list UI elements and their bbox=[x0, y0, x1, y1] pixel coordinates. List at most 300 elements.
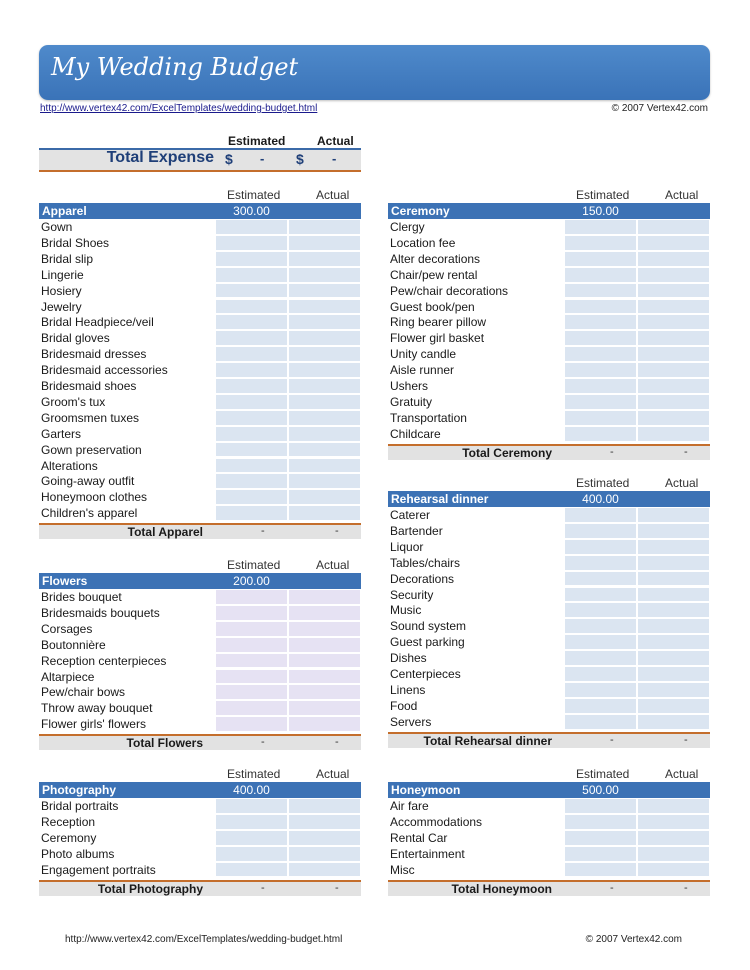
table-row bbox=[388, 235, 710, 251]
estimated-cell[interactable] bbox=[564, 618, 637, 634]
actual-cell[interactable] bbox=[637, 523, 710, 539]
section-total-label: Total Apparel bbox=[127, 525, 203, 540]
actual-cell[interactable] bbox=[288, 621, 361, 637]
table-row bbox=[388, 267, 710, 283]
estimated-cell[interactable] bbox=[215, 330, 288, 346]
table-row bbox=[39, 346, 361, 362]
estimated-cell[interactable] bbox=[564, 410, 637, 426]
actual-cell[interactable] bbox=[637, 507, 710, 523]
item-label: Groomsmen tuxes bbox=[41, 410, 140, 425]
actual-cell[interactable] bbox=[637, 798, 710, 814]
actual-cell[interactable] bbox=[288, 846, 361, 862]
estimated-header: Estimated bbox=[576, 767, 630, 781]
estimated-cell[interactable] bbox=[215, 410, 288, 426]
item-label: Flower girls' flowers bbox=[41, 717, 146, 732]
footer-url[interactable]: http://www.vertex42.com/ExcelTemplates/wedding-budget.html bbox=[65, 934, 343, 945]
estimated-cell[interactable] bbox=[564, 523, 637, 539]
estimated-cell[interactable] bbox=[215, 251, 288, 267]
actual-cell[interactable] bbox=[288, 394, 361, 410]
actual-cell[interactable] bbox=[288, 235, 361, 251]
item-label: Tables/chairs bbox=[390, 555, 461, 570]
actual-cell[interactable] bbox=[637, 698, 710, 714]
estimated-cell[interactable] bbox=[564, 394, 637, 410]
table-row bbox=[39, 378, 361, 394]
actual-cell[interactable] bbox=[288, 458, 361, 474]
table-row bbox=[388, 846, 710, 862]
estimated-cell[interactable] bbox=[564, 830, 637, 846]
table-row bbox=[39, 621, 361, 637]
estimated-cell[interactable] bbox=[215, 473, 288, 489]
estimated-cell[interactable] bbox=[564, 378, 637, 394]
section-header bbox=[39, 203, 361, 219]
table-row bbox=[39, 653, 361, 669]
estimated-cell[interactable] bbox=[564, 634, 637, 650]
table-row bbox=[39, 489, 361, 505]
table-row bbox=[39, 458, 361, 474]
item-label: Bartender bbox=[390, 523, 443, 538]
estimated-cell[interactable] bbox=[564, 362, 637, 378]
estimated-cell[interactable] bbox=[564, 798, 637, 814]
item-label: Servers bbox=[390, 714, 432, 729]
estimated-cell[interactable] bbox=[564, 507, 637, 523]
table-row bbox=[39, 589, 361, 605]
estimated-cell[interactable] bbox=[564, 846, 637, 862]
estimated-cell[interactable] bbox=[564, 602, 637, 618]
actual-cell[interactable] bbox=[288, 700, 361, 716]
item-label: Unity candle bbox=[390, 347, 457, 362]
section-total-label: Total Honeymoon bbox=[451, 881, 552, 896]
item-label: Reception bbox=[41, 814, 96, 829]
estimated-cell[interactable] bbox=[564, 251, 637, 267]
actual-cell[interactable] bbox=[637, 330, 710, 346]
table-row bbox=[388, 602, 710, 618]
table-row bbox=[388, 682, 710, 698]
estimated-cell[interactable] bbox=[215, 458, 288, 474]
actual-cell[interactable] bbox=[288, 299, 361, 315]
actual-cell[interactable] bbox=[637, 314, 710, 330]
table-row bbox=[388, 426, 710, 442]
estimated-cell[interactable] bbox=[215, 394, 288, 410]
section-title: Apparel bbox=[42, 204, 87, 218]
estimated-cell[interactable] bbox=[564, 283, 637, 299]
section-budget-amount[interactable]: 150.00 bbox=[582, 204, 619, 218]
estimated-cell[interactable] bbox=[215, 716, 288, 732]
table-row bbox=[39, 473, 361, 489]
estimated-cell[interactable] bbox=[215, 605, 288, 621]
actual-cell[interactable] bbox=[637, 394, 710, 410]
table-row bbox=[39, 362, 361, 378]
estimated-cell[interactable] bbox=[564, 555, 637, 571]
actual-cell[interactable] bbox=[288, 505, 361, 521]
item-label: Linens bbox=[390, 682, 426, 697]
estimated-cell[interactable] bbox=[564, 814, 637, 830]
table-row bbox=[39, 267, 361, 283]
estimated-header: Estimated bbox=[227, 558, 281, 572]
item-label: Rental Car bbox=[390, 830, 448, 845]
table-row bbox=[388, 330, 710, 346]
estimated-cell[interactable] bbox=[564, 587, 637, 603]
estimated-cell[interactable] bbox=[215, 637, 288, 653]
actual-cell[interactable] bbox=[637, 634, 710, 650]
total-actual-currency: $ bbox=[296, 151, 304, 167]
actual-cell[interactable] bbox=[288, 410, 361, 426]
estimated-cell[interactable] bbox=[564, 219, 637, 235]
item-label: Children's apparel bbox=[41, 506, 138, 521]
actual-cell[interactable] bbox=[288, 830, 361, 846]
estimated-cell[interactable] bbox=[215, 653, 288, 669]
item-label: Misc bbox=[390, 862, 415, 877]
table-row bbox=[39, 716, 361, 732]
item-label: Jewelry bbox=[41, 299, 82, 314]
actual-cell[interactable] bbox=[288, 251, 361, 267]
estimated-cell[interactable] bbox=[564, 267, 637, 283]
estimated-cell[interactable] bbox=[564, 314, 637, 330]
section-total-estimated: - bbox=[261, 881, 265, 894]
section-total-row bbox=[39, 880, 361, 896]
actual-cell[interactable] bbox=[288, 653, 361, 669]
table-row bbox=[39, 283, 361, 299]
estimated-cell[interactable] bbox=[215, 314, 288, 330]
actual-cell[interactable] bbox=[637, 846, 710, 862]
section-total-actual: - bbox=[335, 881, 339, 894]
table-row bbox=[39, 700, 361, 716]
item-label: Gown bbox=[41, 220, 73, 234]
actual-cell[interactable] bbox=[288, 283, 361, 299]
item-label: Guest book/pen bbox=[390, 299, 475, 314]
section-budget-amount[interactable]: 400.00 bbox=[233, 783, 270, 797]
column-headers bbox=[388, 767, 710, 781]
item-label: Bridesmaid accessories bbox=[41, 363, 168, 378]
total-estimated-value[interactable]: - bbox=[260, 151, 265, 166]
column-headers bbox=[39, 767, 361, 781]
table-row bbox=[39, 330, 361, 346]
estimated-cell[interactable] bbox=[215, 426, 288, 442]
total-actual-value[interactable]: - bbox=[332, 151, 337, 166]
table-row bbox=[388, 830, 710, 846]
actual-cell[interactable] bbox=[288, 314, 361, 330]
estimated-header: Estimated bbox=[576, 476, 630, 490]
section-total-row bbox=[39, 523, 361, 539]
table-row bbox=[388, 587, 710, 603]
table-row bbox=[388, 571, 710, 587]
item-label: Location fee bbox=[390, 235, 456, 250]
section-total-estimated: - bbox=[261, 525, 265, 538]
item-label: Going-away outfit bbox=[41, 474, 135, 489]
section-total-label: Total Ceremony bbox=[462, 445, 552, 460]
table-row bbox=[39, 862, 361, 878]
estimated-cell[interactable] bbox=[215, 505, 288, 521]
actual-cell[interactable] bbox=[288, 267, 361, 283]
actual-cell[interactable] bbox=[288, 330, 361, 346]
item-label: Photo albums bbox=[41, 846, 115, 861]
actual-cell[interactable] bbox=[288, 684, 361, 700]
actual-header: Actual bbox=[316, 767, 350, 781]
actual-cell[interactable] bbox=[288, 814, 361, 830]
item-label: Alterations bbox=[41, 458, 98, 473]
actual-cell[interactable] bbox=[637, 219, 710, 235]
header-url-link[interactable]: http://www.vertex42.com/ExcelTemplates/wedding-budget.html bbox=[40, 103, 318, 114]
actual-cell[interactable] bbox=[637, 378, 710, 394]
estimated-cell[interactable] bbox=[564, 714, 637, 730]
actual-cell[interactable] bbox=[288, 589, 361, 605]
actual-cell[interactable] bbox=[288, 378, 361, 394]
estimated-cell[interactable] bbox=[564, 666, 637, 682]
item-label: Decorations bbox=[390, 571, 455, 586]
actual-cell[interactable] bbox=[288, 669, 361, 685]
estimated-cell[interactable] bbox=[215, 283, 288, 299]
table-row bbox=[388, 539, 710, 555]
actual-cell[interactable] bbox=[288, 219, 361, 235]
item-label: Corsages bbox=[41, 621, 93, 636]
table-row bbox=[39, 314, 361, 330]
item-label: Bridal Shoes bbox=[41, 235, 110, 250]
table-row bbox=[388, 346, 710, 362]
table-row bbox=[388, 378, 710, 394]
estimated-cell[interactable] bbox=[215, 589, 288, 605]
estimated-cell[interactable] bbox=[215, 621, 288, 637]
estimated-cell[interactable] bbox=[564, 571, 637, 587]
item-label: Bridal portraits bbox=[41, 799, 119, 813]
page-title: My Wedding Budget bbox=[51, 53, 299, 81]
actual-cell[interactable] bbox=[288, 489, 361, 505]
estimated-cell[interactable] bbox=[564, 682, 637, 698]
table-row bbox=[39, 669, 361, 685]
estimated-header: Estimated bbox=[576, 188, 630, 202]
actual-cell[interactable] bbox=[637, 571, 710, 587]
estimated-cell[interactable] bbox=[215, 219, 288, 235]
estimated-cell[interactable] bbox=[564, 330, 637, 346]
item-label: Caterer bbox=[390, 508, 431, 522]
item-label: Centerpieces bbox=[390, 667, 461, 681]
item-label: Alter decorations bbox=[390, 251, 481, 266]
item-label: Food bbox=[390, 698, 418, 713]
table-row bbox=[388, 814, 710, 830]
table-row bbox=[388, 634, 710, 650]
estimated-cell[interactable] bbox=[215, 442, 288, 458]
actual-cell[interactable] bbox=[288, 605, 361, 621]
table-row bbox=[39, 684, 361, 700]
column-headers bbox=[39, 558, 361, 572]
actual-cell[interactable] bbox=[637, 682, 710, 698]
section-header bbox=[388, 782, 710, 798]
table-row bbox=[39, 235, 361, 251]
section-header bbox=[39, 573, 361, 589]
estimated-cell[interactable] bbox=[215, 684, 288, 700]
section-total-row bbox=[388, 444, 710, 460]
estimated-cell[interactable] bbox=[564, 539, 637, 555]
actual-cell[interactable] bbox=[288, 862, 361, 878]
table-row bbox=[39, 798, 361, 814]
item-label: Ushers bbox=[390, 379, 429, 393]
item-label: Bridal slip bbox=[41, 251, 94, 266]
section-title: Honeymoon bbox=[391, 783, 461, 797]
item-label: Bridal gloves bbox=[41, 331, 110, 346]
item-label: Bridal Headpiece/veil bbox=[41, 315, 154, 330]
estimated-cell[interactable] bbox=[215, 235, 288, 251]
estimated-cell[interactable] bbox=[564, 299, 637, 315]
summary-actual-header: Actual bbox=[317, 134, 354, 148]
actual-cell[interactable] bbox=[637, 666, 710, 682]
item-label: Engagement portraits bbox=[41, 862, 156, 877]
table-row bbox=[388, 251, 710, 267]
estimated-cell[interactable] bbox=[215, 862, 288, 878]
item-label: Accommodations bbox=[390, 814, 483, 829]
item-label: Garters bbox=[41, 426, 82, 441]
section-total-actual: - bbox=[335, 525, 339, 538]
item-label: Reception centerpieces bbox=[41, 653, 167, 668]
actual-cell[interactable] bbox=[637, 814, 710, 830]
item-label: Lingerie bbox=[41, 267, 84, 282]
estimated-cell[interactable] bbox=[215, 378, 288, 394]
table-row bbox=[388, 650, 710, 666]
estimated-cell[interactable] bbox=[215, 798, 288, 814]
estimated-cell[interactable] bbox=[215, 346, 288, 362]
section-total-actual: - bbox=[684, 881, 688, 894]
table-row bbox=[388, 219, 710, 235]
item-label: Entertainment bbox=[390, 846, 465, 861]
estimated-cell[interactable] bbox=[215, 669, 288, 685]
actual-cell[interactable] bbox=[288, 346, 361, 362]
table-row bbox=[388, 555, 710, 571]
actual-cell[interactable] bbox=[637, 410, 710, 426]
section-budget-amount[interactable]: 200.00 bbox=[233, 574, 270, 588]
actual-cell[interactable] bbox=[288, 637, 361, 653]
actual-cell[interactable] bbox=[288, 362, 361, 378]
item-label: Clergy bbox=[390, 220, 425, 234]
section-total-row bbox=[39, 734, 361, 750]
section-total-actual: - bbox=[335, 736, 339, 749]
actual-cell[interactable] bbox=[637, 235, 710, 251]
actual-cell[interactable] bbox=[637, 283, 710, 299]
estimated-header: Estimated bbox=[227, 767, 281, 781]
actual-cell[interactable] bbox=[288, 442, 361, 458]
actual-cell[interactable] bbox=[637, 618, 710, 634]
section-title: Ceremony bbox=[391, 204, 450, 218]
section-total-estimated: - bbox=[610, 881, 614, 894]
section-title: Photography bbox=[42, 783, 116, 797]
estimated-cell[interactable] bbox=[215, 299, 288, 315]
table-row bbox=[39, 830, 361, 846]
actual-header: Actual bbox=[316, 188, 350, 202]
table-row bbox=[388, 299, 710, 315]
section-total-estimated: - bbox=[610, 733, 614, 746]
actual-cell[interactable] bbox=[288, 426, 361, 442]
item-label: Sound system bbox=[390, 619, 467, 634]
table-row bbox=[388, 862, 710, 878]
estimated-cell[interactable] bbox=[564, 862, 637, 878]
actual-cell[interactable] bbox=[288, 473, 361, 489]
table-row bbox=[388, 394, 710, 410]
item-label: Bridesmaid dresses bbox=[41, 347, 147, 362]
item-label: Bridesmaids bouquets bbox=[41, 605, 160, 620]
actual-cell[interactable] bbox=[637, 251, 710, 267]
estimated-cell[interactable] bbox=[564, 426, 637, 442]
estimated-cell[interactable] bbox=[215, 362, 288, 378]
section-total-label: Total Rehearsal dinner bbox=[423, 733, 552, 748]
table-row bbox=[39, 605, 361, 621]
actual-cell[interactable] bbox=[637, 587, 710, 603]
summary-estimated-header: Estimated bbox=[228, 134, 286, 148]
table-row bbox=[39, 410, 361, 426]
table-row bbox=[388, 714, 710, 730]
actual-cell[interactable] bbox=[637, 714, 710, 730]
section-budget-amount[interactable]: 300.00 bbox=[233, 204, 270, 218]
table-row bbox=[39, 814, 361, 830]
section-header bbox=[388, 491, 710, 507]
item-label: Liquor bbox=[390, 539, 424, 554]
actual-cell[interactable] bbox=[637, 346, 710, 362]
item-label: Boutonnière bbox=[41, 637, 106, 652]
section-budget-amount[interactable]: 400.00 bbox=[582, 492, 619, 506]
actual-cell[interactable] bbox=[637, 862, 710, 878]
actual-cell[interactable] bbox=[637, 299, 710, 315]
table-row bbox=[39, 426, 361, 442]
estimated-cell[interactable] bbox=[215, 830, 288, 846]
actual-cell[interactable] bbox=[637, 539, 710, 555]
estimated-cell[interactable] bbox=[564, 650, 637, 666]
item-label: Throw away bouquet bbox=[41, 701, 153, 716]
section-total-actual: - bbox=[684, 733, 688, 746]
total-expense-label: Total Expense bbox=[106, 149, 214, 166]
actual-cell[interactable] bbox=[637, 362, 710, 378]
item-label: Guest parking bbox=[390, 635, 465, 650]
item-label: Hosiery bbox=[41, 283, 82, 298]
item-label: Honeymoon clothes bbox=[41, 490, 148, 505]
section-total-row bbox=[388, 732, 710, 748]
header-copyright: © 2007 Vertex42.com bbox=[611, 103, 708, 114]
item-label: Chair/pew rental bbox=[390, 267, 478, 282]
estimated-cell[interactable] bbox=[215, 814, 288, 830]
section-total-label: Total Flowers bbox=[126, 736, 203, 751]
actual-cell[interactable] bbox=[288, 798, 361, 814]
section-title: Rehearsal dinner bbox=[391, 492, 489, 506]
table-row bbox=[388, 362, 710, 378]
estimated-cell[interactable] bbox=[215, 267, 288, 283]
estimated-cell[interactable] bbox=[215, 700, 288, 716]
actual-cell[interactable] bbox=[637, 650, 710, 666]
estimated-cell[interactable] bbox=[215, 846, 288, 862]
total-expense-summary bbox=[39, 132, 361, 174]
table-row bbox=[388, 523, 710, 539]
actual-cell[interactable] bbox=[637, 830, 710, 846]
actual-cell[interactable] bbox=[637, 426, 710, 442]
actual-cell[interactable] bbox=[637, 267, 710, 283]
actual-cell[interactable] bbox=[637, 555, 710, 571]
estimated-cell[interactable] bbox=[215, 489, 288, 505]
column-headers bbox=[39, 188, 361, 202]
estimated-cell[interactable] bbox=[564, 698, 637, 714]
section-total-estimated: - bbox=[261, 736, 265, 749]
item-label: Transportation bbox=[390, 410, 467, 425]
item-label: Childcare bbox=[390, 426, 441, 441]
actual-cell[interactable] bbox=[288, 716, 361, 732]
actual-cell[interactable] bbox=[637, 602, 710, 618]
actual-header: Actual bbox=[665, 188, 699, 202]
table-row bbox=[388, 283, 710, 299]
estimated-cell[interactable] bbox=[564, 346, 637, 362]
table-row bbox=[39, 505, 361, 521]
item-label: Gown preservation bbox=[41, 442, 142, 457]
section-header bbox=[39, 782, 361, 798]
estimated-cell[interactable] bbox=[564, 235, 637, 251]
section-budget-amount[interactable]: 500.00 bbox=[582, 783, 619, 797]
table-row bbox=[388, 798, 710, 814]
table-row bbox=[39, 846, 361, 862]
table-row bbox=[388, 666, 710, 682]
item-label: Brides bouquet bbox=[41, 590, 122, 604]
total-estimated-currency: $ bbox=[225, 151, 233, 167]
item-label: Bridesmaid shoes bbox=[41, 379, 137, 393]
